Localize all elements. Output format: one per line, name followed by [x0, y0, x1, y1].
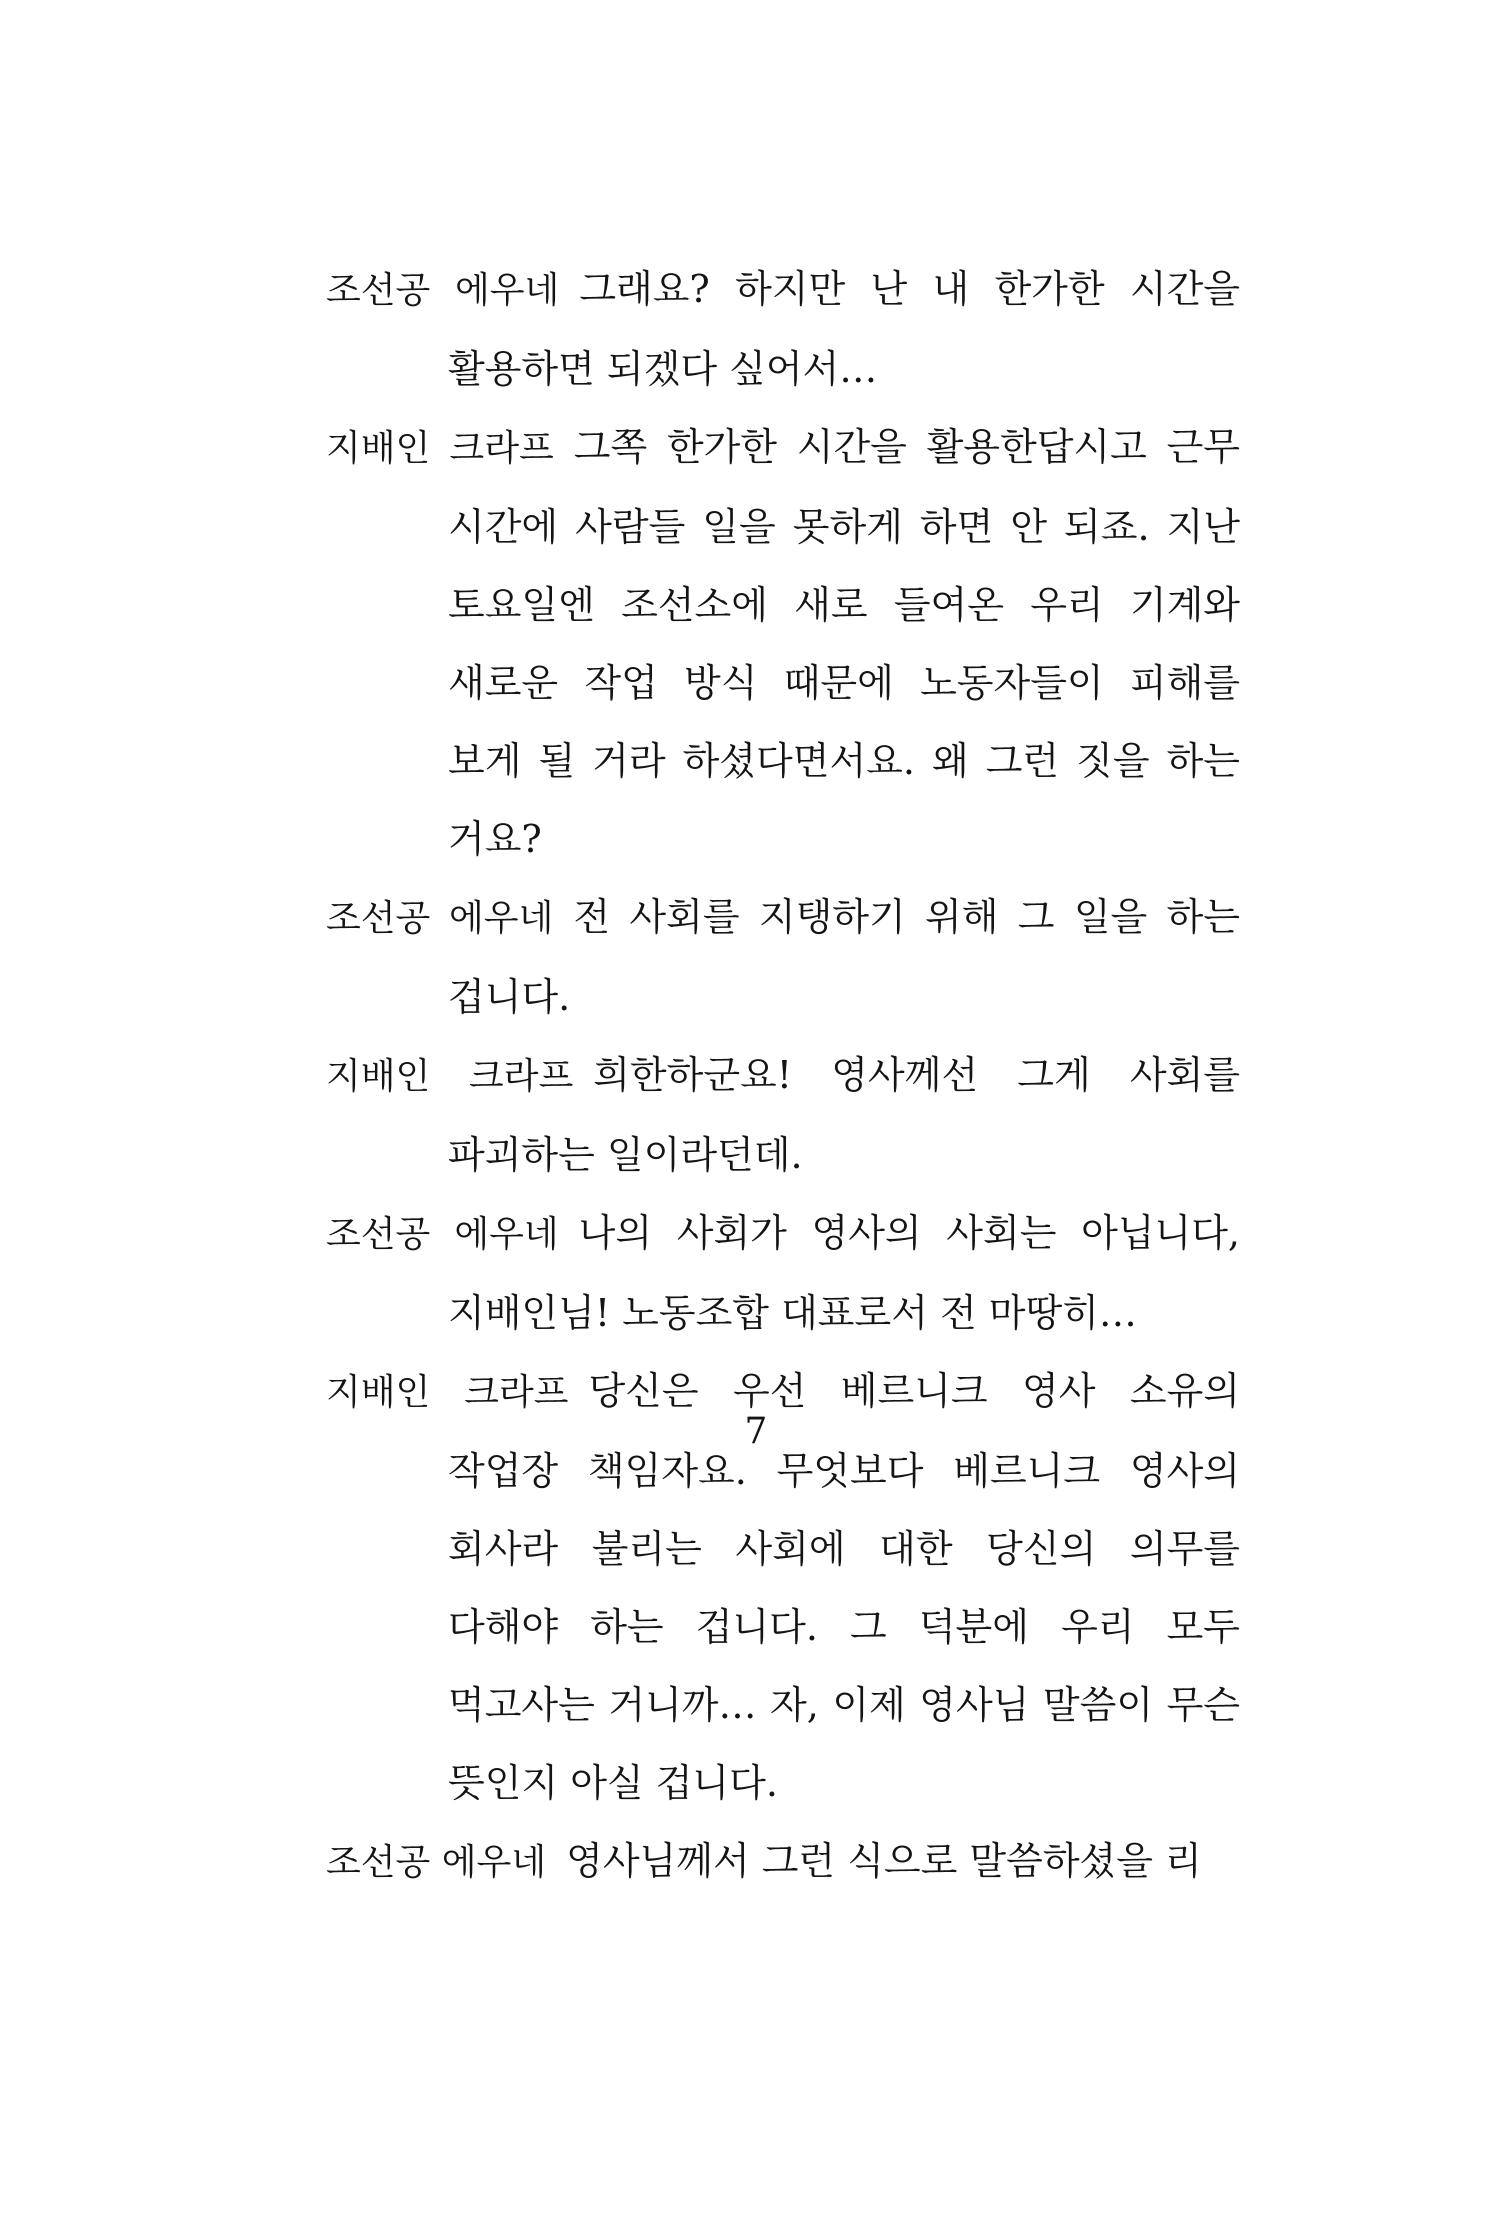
dialogue-entry: [326, 1194, 1240, 1352]
speaker-name: 지배인 크라프: [326, 1056, 574, 1097]
script-body: [326, 250, 1240, 1902]
speaker-name: 조선공 에우네: [326, 898, 554, 939]
speaker-name: 지배인 크라프: [326, 428, 554, 469]
dialogue-entry: [326, 250, 1240, 408]
speaker-name: 지배인 크라프: [326, 1372, 569, 1413]
dialogue-line: 당신은 우선 베르니크 영사 소유의 작업장 책임자요. 무엇보다 베르니크 영사의 회사라 불리는 사회에 대한 당신의 의무를 다해야 하는 겁니다. 그 덕분에 우리 모두 먹고사는 거니까… 자, 이제 영사님 말씀이 무슨 뜻인지 아실 겁니다.: [448, 1369, 1240, 1805]
dialogue-line: 그쪽 한가한 시간을 활용한답시고 근무 시간에 사람들 일을 못하게 하면 안 되죠. 지난 토요일엔 조선소에 새로 들여온 우리 기계와 새로운 작업 방식 때문에 노동자들이 피해를 보게 될 거라 하셨다면서요. 왜 그런 짓을 하는 거요?: [448, 425, 1240, 861]
dialogue-line: 그래요? 하지만 난 내 한가한 시간을 활용하면 되겠다 싶어서…: [448, 267, 1240, 391]
dialogue-entry: [326, 408, 1240, 878]
dialogue-line: 나의 사회가 영사의 사회는 아닙니다, 지배인님! 노동조합 대표로서 전 마땅히…: [448, 1211, 1240, 1335]
dialogue-entry: [326, 1036, 1240, 1194]
dialogue-line: 영사님께서 그런 식으로 말씀하셨을 리: [566, 1839, 1202, 1883]
speaker-name: 조선공 에우네: [326, 1214, 559, 1255]
dialogue-line: 전 사회를 지탱하기 위해 그 일을 하는 겁니다.: [448, 895, 1240, 1019]
page-number: 7: [744, 1411, 768, 1452]
dialogue-entry: [326, 1822, 1240, 1902]
dialogue-entry: [326, 878, 1240, 1036]
speaker-name: 조선공 에우네: [326, 1842, 547, 1883]
dialogue-line: 희한하군요! 영사께선 그게 사회를 파괴하는 일이라던데.: [448, 1053, 1240, 1177]
speaker-name: 조선공 에우네: [326, 270, 560, 311]
